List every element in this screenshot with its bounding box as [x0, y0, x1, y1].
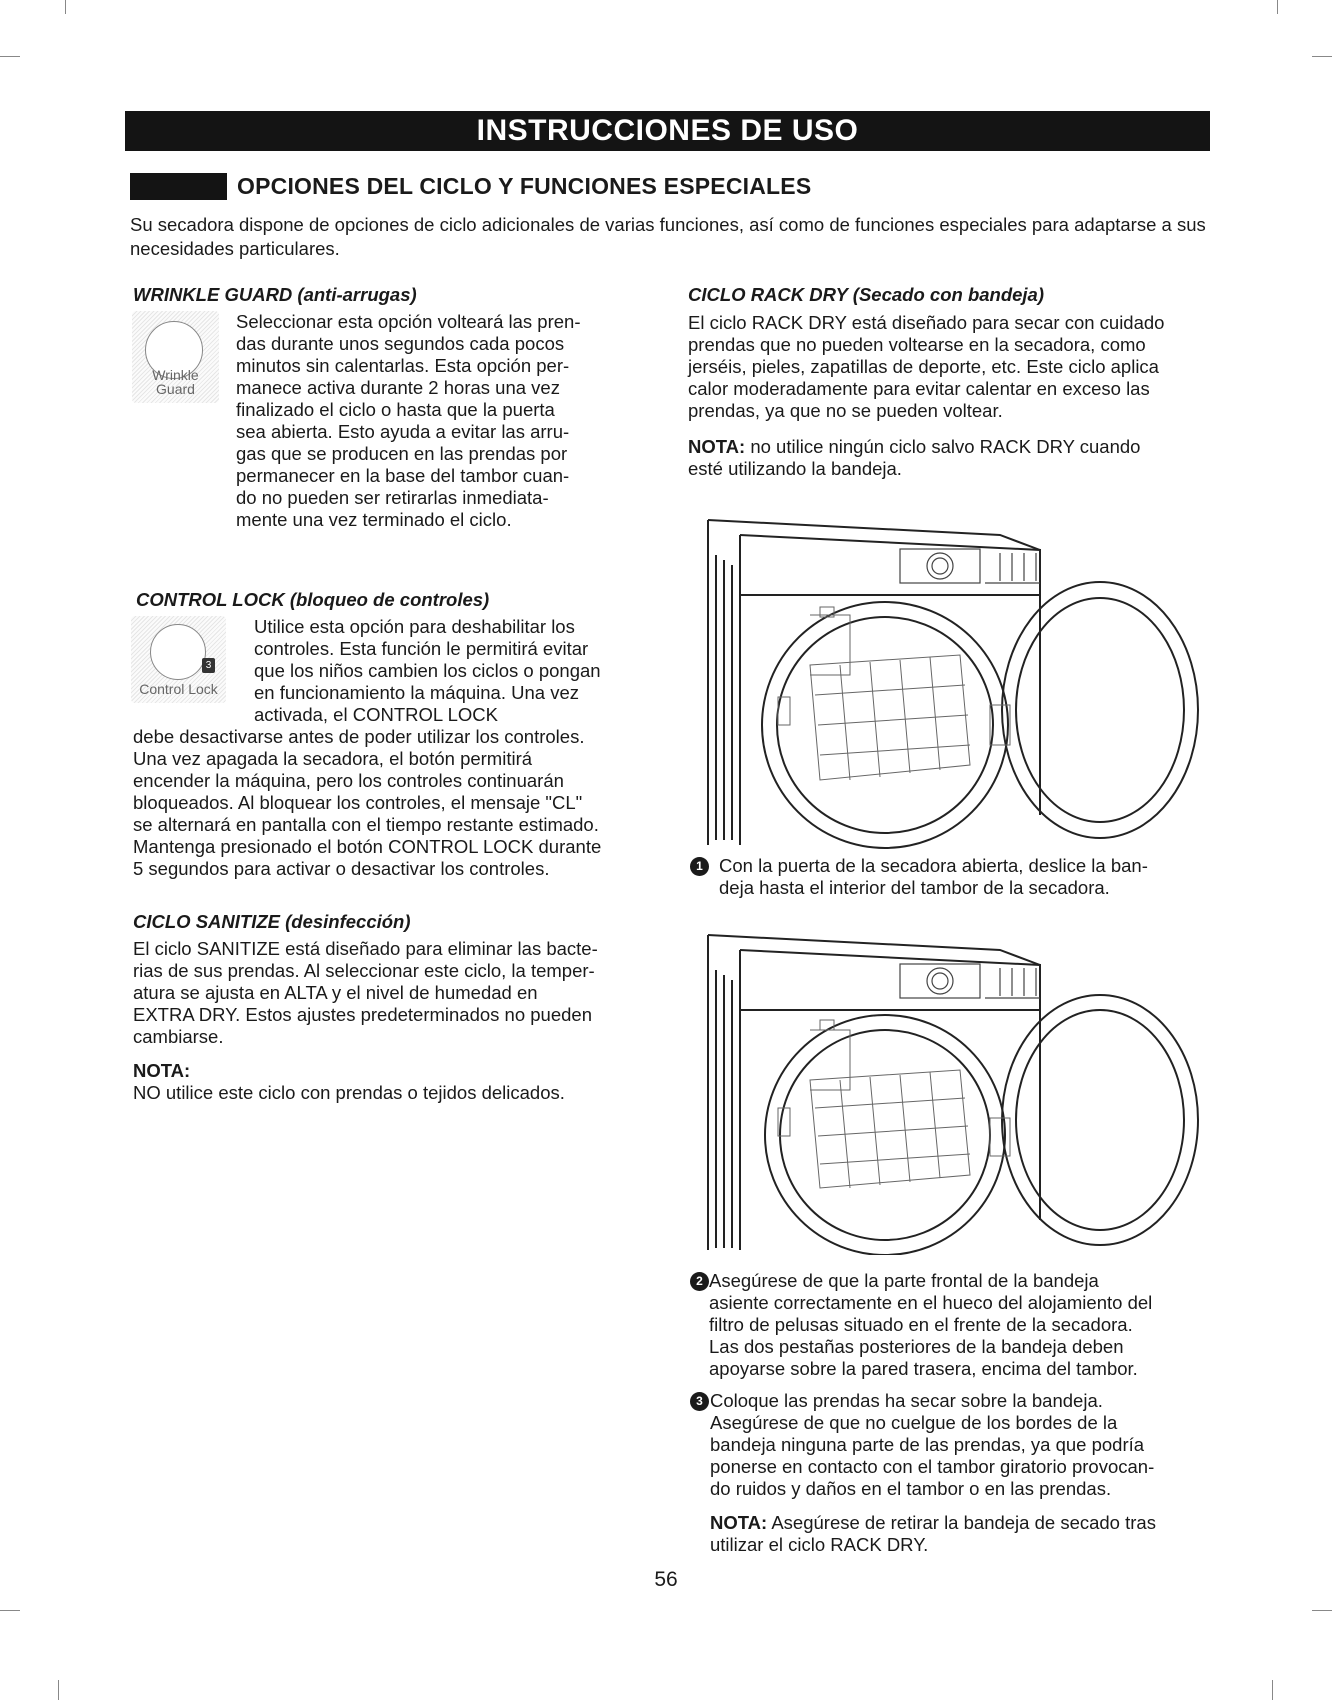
text-line: asiente correctamente en el hueco del alojamiento del — [709, 1292, 1153, 1313]
note-line — [688, 436, 1140, 458]
section-title — [130, 173, 811, 200]
note-line: esté utilizando la bandeja. — [688, 458, 902, 479]
dryer-illustration-2 — [700, 930, 1210, 1255]
text-line: calor moderadamente para evitar calentar en exceso las — [688, 378, 1150, 399]
rack-dry-note — [688, 436, 1140, 480]
rack-dry-heading: CICLO RACK DRY (Secado con bandeja) — [688, 284, 1045, 305]
text-line: prendas que no pueden voltearse en la secadora, como — [688, 334, 1146, 355]
intro-paragraph: Su secadora dispone de opciones de ciclo adicionales de varias funciones, así como de funciones especiales para adaptarse a sus necesidades particulares. — [130, 214, 1206, 259]
rack-dry-text — [688, 312, 1164, 422]
note-label: NOTA: — [710, 1512, 768, 1533]
text-line: Seleccionar esta opción volteará las pren- — [236, 311, 581, 332]
crop-mark — [1312, 1610, 1332, 1611]
text-line: cambiarse. — [133, 1026, 224, 1047]
control-lock-text-top — [254, 616, 601, 726]
note-text: Asegúrese de retirar la bandeja de secado tras — [767, 1512, 1156, 1533]
text-line: encender la máquina, pero los controles continuarán — [133, 770, 564, 791]
step-number: 1 — [690, 857, 709, 876]
sanitize-note-label: NOTA: — [133, 1060, 191, 1081]
text-line: ponerse en contacto con el tambor giratorio provocan- — [710, 1456, 1155, 1477]
crop-mark — [1272, 1680, 1273, 1700]
text-line: filtro de pelusas situado en el frente de la secadora. — [709, 1314, 1133, 1335]
control-lock-heading: CONTROL LOCK (bloqueo de controles) — [136, 589, 490, 610]
sanitize-note-text: NO utilice este ciclo con prendas o tejidos delicados. — [133, 1082, 565, 1103]
text-line: que los niños cambien los ciclos o pongan — [254, 660, 601, 681]
wrinkle-guard-text — [236, 311, 581, 531]
text-line: deja hasta el interior del tambor de la secadora. — [719, 877, 1110, 898]
wrinkle-guard-icon-label: Wrinkle — [152, 367, 199, 383]
text-line: bloqueados. Al bloquear los controles, el mensaje "CL" — [133, 792, 583, 813]
crop-mark — [65, 0, 66, 14]
text-line: El ciclo SANITIZE está diseñado para eliminar las bacte- — [133, 938, 598, 959]
step-number: 3 — [690, 1392, 709, 1411]
text-line: Asegúrese de que la parte frontal de la bandeja — [709, 1270, 1099, 1291]
section-title-text: OPCIONES DEL CICLO Y FUNCIONES ESPECIALES — [237, 173, 812, 199]
page-number: 56 — [654, 1568, 678, 1591]
text-line: Mantenga presionado el botón CONTROL LOCK durante — [133, 836, 602, 857]
control-lock-icon — [131, 616, 226, 703]
step-2 — [690, 1270, 1152, 1380]
text-line: Una vez apagada la secadora, el botón permitirá — [133, 748, 533, 769]
knob-ring — [150, 624, 206, 680]
crop-mark — [0, 1610, 20, 1611]
text-line: mente una vez terminado el ciclo. — [236, 509, 512, 530]
text-line: finalizado el ciclo o hasta que la puerta — [236, 399, 555, 420]
text-line: sea abierta. Esto ayuda a evitar las arru- — [236, 421, 570, 442]
step-number: 2 — [690, 1272, 709, 1291]
text-line: Utilice esta opción para deshabilitar los — [254, 616, 575, 637]
wrinkle-guard-icon-label: Guard — [156, 381, 195, 397]
note-label: NOTA: — [688, 436, 746, 457]
text-line: apoyarse sobre la pared trasera, encima del tambor. — [709, 1358, 1138, 1379]
text-line: se alternará en pantalla con el tiempo restante estimado. — [133, 814, 599, 835]
sanitize-text — [133, 938, 598, 1048]
control-lock-icon-label: Control Lock — [139, 681, 218, 697]
text-line: Coloque las prendas ha secar sobre la bandeja. — [710, 1390, 1103, 1411]
text-line: Asegúrese de que no cuelgue de los bordes de la — [710, 1412, 1118, 1433]
wrinkle-guard-heading: WRINKLE GUARD (anti-arrugas) — [133, 284, 417, 305]
text-line: das durante unos segundos cada pocos — [236, 333, 565, 354]
text-line: manece activa durante 2 horas una vez — [236, 377, 560, 398]
text-line: gas que se producen en las prendas por — [236, 443, 568, 464]
wrinkle-guard-icon — [132, 311, 219, 403]
text-line: do ruidos y daños en el tambor o en las prendas. — [710, 1478, 1112, 1499]
text-line: permanecer en la base del tambor cuan- — [236, 465, 570, 486]
note-line — [710, 1512, 1156, 1534]
text-line: Con la puerta de la secadora abierta, deslice la ban- — [719, 855, 1148, 876]
crop-mark — [1277, 0, 1278, 14]
text-line: bandeja ninguna parte de las prendas, ya que podría — [710, 1434, 1145, 1455]
text-line: controles. Esta función le permitirá evitar — [254, 638, 589, 659]
step-3 — [690, 1390, 1154, 1500]
crop-mark — [1312, 56, 1332, 57]
final-note — [710, 1512, 1156, 1556]
note-text: no utilice ningún ciclo salvo RACK DRY cuando — [745, 436, 1141, 457]
lock-icon: 3 — [202, 658, 215, 673]
sanitize-heading: CICLO SANITIZE (desinfección) — [133, 911, 411, 932]
text-line: EXTRA DRY. Estos ajustes predeterminados no pueden — [133, 1004, 593, 1025]
text-line: 5 segundos para activar o desactivar los controles. — [133, 858, 550, 879]
text-line: en funcionamiento la máquina. Una vez — [254, 682, 579, 703]
dryer-illustration-1 — [700, 515, 1210, 850]
text-line: rias de sus prendas. Al seleccionar este ciclo, la temper- — [133, 960, 595, 981]
step-1 — [690, 855, 1148, 899]
text-line: atura se ajusta en ALTA y el nivel de humedad en — [133, 982, 538, 1003]
page-banner: INSTRUCCIONES DE USO — [125, 111, 1210, 151]
text-line: debe desactivarse antes de poder utilizar los controles. — [133, 726, 585, 747]
control-lock-text-bottom — [133, 726, 601, 880]
crop-mark — [58, 1680, 59, 1700]
note-line: utilizar el ciclo RACK DRY. — [710, 1534, 929, 1555]
text-line: prendas, ya que no se pueden voltear. — [688, 400, 1003, 421]
text-line: jerséis, pieles, zapatillas de deporte, etc. Este ciclo aplica — [688, 356, 1159, 377]
crop-mark — [0, 56, 20, 57]
text-line: minutos sin calentarlas. Esta opción per- — [236, 355, 570, 376]
text-line: El ciclo RACK DRY está diseñado para secar con cuidado — [688, 312, 1165, 333]
text-line: do no pueden ser retirarlas inmediata- — [236, 487, 549, 508]
section-marker — [130, 173, 227, 200]
text-line: activada, el CONTROL LOCK — [254, 704, 499, 725]
text-line: Las dos pestañas posteriores de la bandeja deben — [709, 1336, 1124, 1357]
